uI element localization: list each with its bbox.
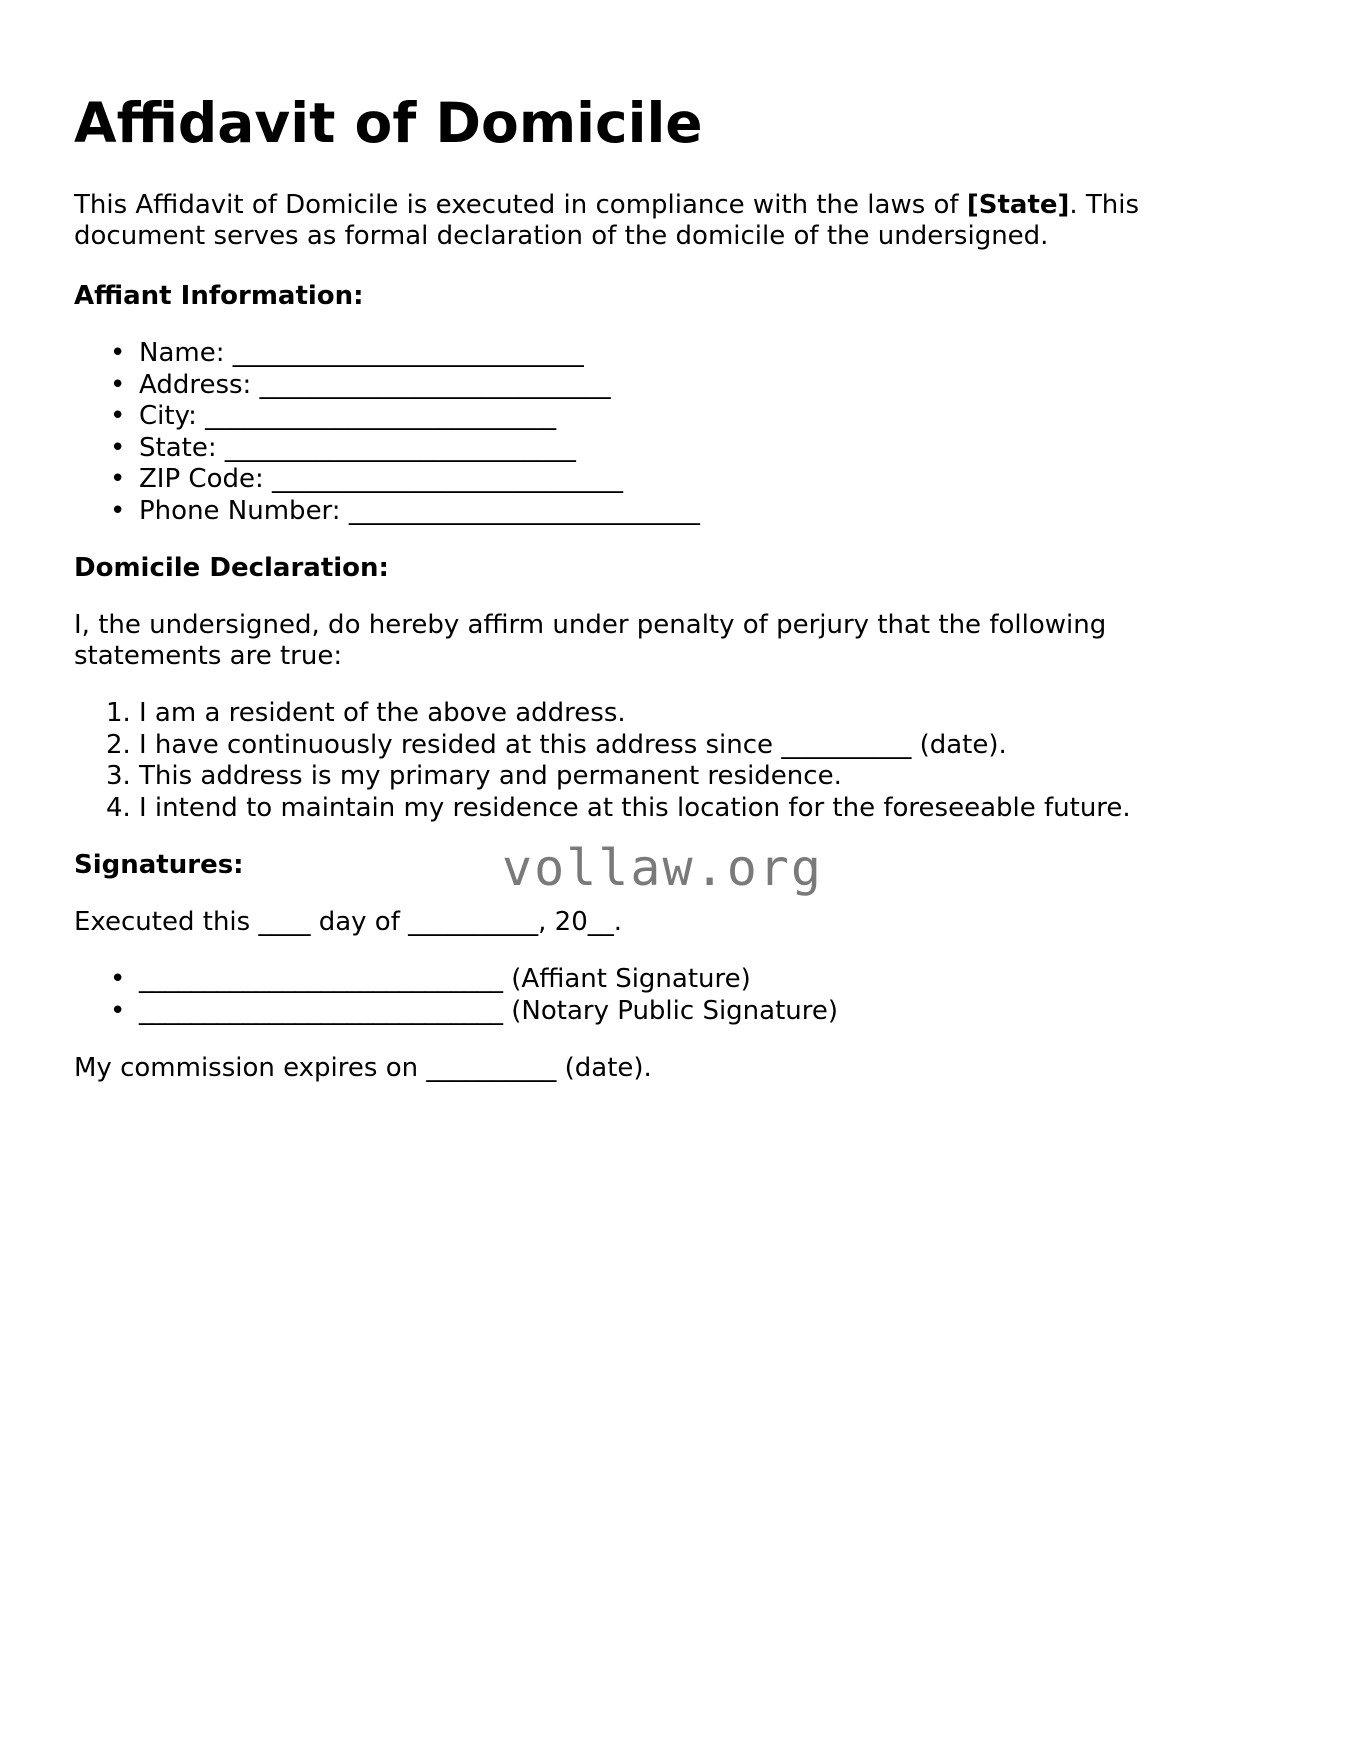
phone-blank: ___________________________ (348, 495, 700, 526)
declaration-item: 2. I have continuously resided at this address since __________ (date). (106, 729, 1007, 760)
signatures-heading: Signatures: (74, 850, 244, 880)
state-blank: ___________________________ (224, 432, 576, 463)
bullet-icon: • (110, 464, 126, 494)
declaration-list (74, 698, 1131, 824)
notary-signature-line: • ____________________________ (Notary Public Signature) (110, 995, 839, 1026)
bullet-icon: • (110, 495, 126, 526)
affiant-heading: Affiant Information: (74, 281, 364, 311)
intro-text-line2: document serves as formal declaration of the domicile of the undersigned. (74, 221, 1049, 251)
bullet-icon: • (110, 401, 126, 431)
intro-paragraph (74, 190, 1204, 252)
watermark: vollaw.org (502, 839, 824, 897)
city-blank: ___________________________ (205, 401, 557, 431)
intro-text-end: . This (1069, 190, 1140, 220)
affiant-field-zip: • ZIP Code: ___________________________ (110, 464, 624, 494)
state-placeholder: [State] (966, 190, 1070, 220)
affiant-signature-line: • ____________________________ (Affiant Signature) (110, 964, 751, 994)
commission-line: My commission expires on __________ (date). (74, 1053, 652, 1083)
signature-lines (74, 964, 838, 1027)
affiant-field-city: • City: ___________________________ (110, 401, 557, 431)
bullet-icon: • (110, 964, 126, 994)
document-title: Affidavit of Domicile (74, 91, 703, 155)
name-blank: ___________________________ (232, 338, 584, 368)
affiant-field-phone: • Phone Number: ___________________________ (110, 495, 700, 526)
affiant-field-name: • Name: ___________________________ (110, 338, 584, 368)
bullet-icon: • (110, 369, 126, 400)
domicile-heading: Domicile Declaration: (74, 553, 389, 583)
affiant-fields-list (74, 338, 700, 527)
declaration-item: 1. I am a resident of the above address. (106, 698, 626, 728)
declaration-item: 3. This address is my primary and permanent residence. (106, 761, 842, 791)
zip-blank: ___________________________ (272, 464, 624, 494)
executed-line: Executed this ____ day of __________, 20__. (74, 907, 623, 937)
declaration-item: 4. I intend to maintain my residence at this location for the foreseeable future. (106, 792, 1131, 823)
address-blank: ___________________________ (259, 369, 611, 400)
domicile-statement: I, the undersigned, do hereby affirm under penalty of perjury that the following statements are true: (74, 610, 1107, 671)
bullet-icon: • (110, 432, 126, 463)
intro-text: This Affidavit of Domicile is executed in compliance with the laws of (74, 190, 967, 220)
bullet-icon: • (110, 995, 126, 1026)
affiant-field-address: • Address: ___________________________ (110, 369, 611, 400)
bullet-icon: • (110, 338, 126, 368)
affiant-field-state: • State: ___________________________ (110, 432, 576, 463)
